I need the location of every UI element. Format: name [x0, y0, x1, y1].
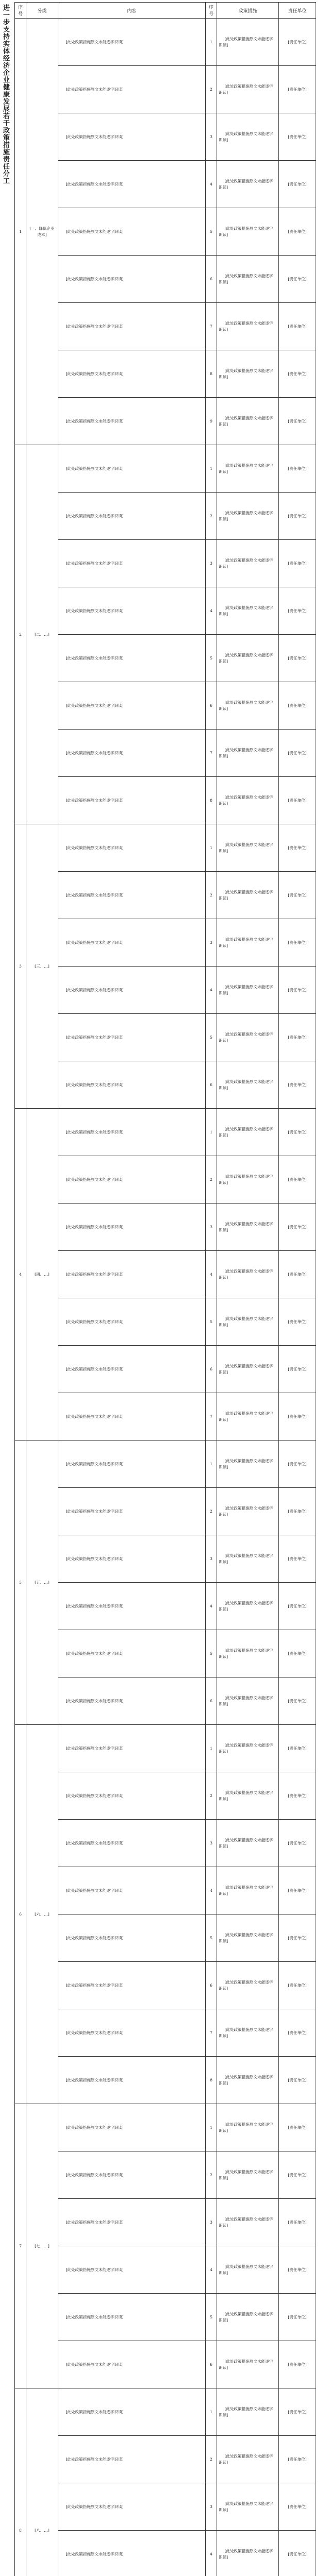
- policy-measure: [此处政策措施原文未能逐字识读]: [217, 1440, 279, 1488]
- row-index: 5: [206, 1914, 217, 1962]
- responsible-department: [责任单位]: [279, 303, 316, 350]
- policy-content: [此处政策措施原文未能逐字识读]: [58, 2151, 206, 2199]
- policy-measure: [此处政策措施原文未能逐字识读]: [217, 2341, 279, 2388]
- row-index: 6: [206, 1962, 217, 2009]
- policy-measure: [此处政策措施原文未能逐字识读]: [217, 1061, 279, 1109]
- table-row: [15, 1725, 316, 1772]
- row-index: 1: [206, 1109, 217, 1156]
- policy-content: [此处政策措施原文未能逐字识读]: [58, 1630, 206, 1677]
- responsible-department: [责任单位]: [279, 2483, 316, 2531]
- row-index: 5: [206, 1298, 217, 1346]
- group-index: 8: [15, 2388, 26, 2576]
- responsible-department: [责任单位]: [279, 1677, 316, 1725]
- row-index: 3: [206, 2199, 217, 2246]
- row-index: 1: [206, 2388, 217, 2436]
- policy-content: [此处政策措施原文未能逐字识读]: [58, 1109, 206, 1156]
- policy-measure: [此处政策措施原文未能逐字识读]: [217, 2199, 279, 2246]
- policy-measure: [此处政策措施原文未能逐字识读]: [217, 587, 279, 635]
- policy-measure: [此处政策措施原文未能逐字识读]: [217, 493, 279, 540]
- policy-measure: [此处政策措施原文未能逐字识读]: [217, 161, 279, 208]
- policy-content: [此处政策措施原文未能逐字识读]: [58, 2057, 206, 2104]
- group-section: [四、…]: [26, 1109, 58, 1440]
- policy-content: [此处政策措施原文未能逐字识读]: [58, 1772, 206, 1820]
- table-row: [15, 2151, 316, 2199]
- row-index: 6: [206, 1346, 217, 1393]
- policy-content: [此处政策措施原文未能逐字识读]: [58, 1583, 206, 1630]
- row-index: 2: [206, 1772, 217, 1820]
- table-row: [15, 1109, 316, 1156]
- responsible-department: [责任单位]: [279, 777, 316, 824]
- policy-content: [此处政策措施原文未能逐字识读]: [58, 1393, 206, 1440]
- row-index: 2: [206, 872, 217, 919]
- policy-content: [此处政策措施原文未能逐字识读]: [58, 1156, 206, 1204]
- table-row: [15, 2531, 316, 2576]
- table-row: [15, 1535, 316, 1583]
- responsible-department: [责任单位]: [279, 1535, 316, 1583]
- table-row: [15, 824, 316, 872]
- policy-measure: [此处政策措施原文未能逐字识读]: [217, 635, 279, 682]
- policy-measure: [此处政策措施原文未能逐字识读]: [217, 1962, 279, 2009]
- responsible-department: [责任单位]: [279, 2388, 316, 2436]
- header-content: 内容: [58, 3, 206, 19]
- policy-measure: [此处政策措施原文未能逐字识读]: [217, 2009, 279, 2057]
- policy-measure: [此处政策措施原文未能逐字识读]: [217, 208, 279, 256]
- policy-content: [此处政策措施原文未能逐字识读]: [58, 1914, 206, 1962]
- row-index: 4: [206, 967, 217, 1014]
- group-index: 7: [15, 2104, 26, 2388]
- table-row: [15, 161, 316, 208]
- responsible-department: [责任单位]: [279, 2436, 316, 2483]
- policy-content: [此处政策措施原文未能逐字识读]: [58, 350, 206, 398]
- responsible-department: [责任单位]: [279, 540, 316, 587]
- policy-content: [此处政策措施原文未能逐字识读]: [58, 1440, 206, 1488]
- table-row: [15, 445, 316, 493]
- policy-measure: [此处政策措施原文未能逐字识读]: [217, 1820, 279, 1867]
- table-row: [15, 1014, 316, 1061]
- policy-measure: [此处政策措施原文未能逐字识读]: [217, 682, 279, 730]
- responsible-department: [责任单位]: [279, 1583, 316, 1630]
- table-row: [15, 1867, 316, 1914]
- policy-measure: [此处政策措施原文未能逐字识读]: [217, 256, 279, 303]
- responsible-department: [责任单位]: [279, 1109, 316, 1156]
- responsible-department: [责任单位]: [279, 161, 316, 208]
- responsible-department: [责任单位]: [279, 1820, 316, 1867]
- policy-measure: [此处政策措施原文未能逐字识读]: [217, 303, 279, 350]
- table-row: [15, 967, 316, 1014]
- policy-measure: [此处政策措施原文未能逐字识读]: [217, 730, 279, 777]
- policy-measure: [此处政策措施原文未能逐字识读]: [217, 19, 279, 66]
- policy-measure: [此处政策措施原文未能逐字识读]: [217, 1677, 279, 1725]
- responsible-department: [责任单位]: [279, 587, 316, 635]
- row-index: 4: [206, 2246, 217, 2294]
- policy-measure: [此处政策措施原文未能逐字识读]: [217, 1867, 279, 1914]
- header-department: 责任单位: [279, 3, 316, 19]
- policy-content: [此处政策措施原文未能逐字识读]: [58, 1346, 206, 1393]
- policy-content: [此处政策措施原文未能逐字识读]: [58, 2483, 206, 2531]
- responsible-department: [责任单位]: [279, 2341, 316, 2388]
- responsible-department: [责任单位]: [279, 1251, 316, 1298]
- policy-content: [此处政策措施原文未能逐字识读]: [58, 1251, 206, 1298]
- row-index: 7: [206, 2009, 217, 2057]
- policy-content: [此处政策措施原文未能逐字识读]: [58, 2531, 206, 2576]
- table-header-row: [15, 3, 316, 19]
- table-row: [15, 1583, 316, 1630]
- row-index: 8: [206, 777, 217, 824]
- row-index: 4: [206, 2531, 217, 2576]
- row-index: 3: [206, 1535, 217, 1583]
- group-index: 5: [15, 1440, 26, 1725]
- responsible-department: [责任单位]: [279, 2246, 316, 2294]
- table-row: [15, 919, 316, 967]
- table-row: [15, 1914, 316, 1962]
- responsible-department: [责任单位]: [279, 1867, 316, 1914]
- policy-content: [此处政策措施原文未能逐字识读]: [58, 967, 206, 1014]
- table-row: [15, 256, 316, 303]
- policy-content: [此处政策措施原文未能逐字识读]: [58, 1204, 206, 1251]
- row-index: 1: [206, 445, 217, 493]
- group-section: [五、…]: [26, 1440, 58, 1725]
- policy-content: [此处政策措施原文未能逐字识读]: [58, 2104, 206, 2151]
- table-row: [15, 587, 316, 635]
- row-index: 4: [206, 1583, 217, 1630]
- responsible-department: [责任单位]: [279, 1393, 316, 1440]
- table-row: [15, 2388, 316, 2436]
- policy-measure: [此处政策措施原文未能逐字识读]: [217, 1583, 279, 1630]
- row-index: 9: [206, 398, 217, 445]
- policy-content: [此处政策措施原文未能逐字识读]: [58, 66, 206, 113]
- table-row: [15, 2199, 316, 2246]
- table-row: [15, 2057, 316, 2104]
- row-index: 1: [206, 1440, 217, 1488]
- policy-measure: [此处政策措施原文未能逐字识读]: [217, 1156, 279, 1204]
- policy-measure: [此处政策措施原文未能逐字识读]: [217, 872, 279, 919]
- policy-content: [此处政策措施原文未能逐字识读]: [58, 1061, 206, 1109]
- responsible-department: [责任单位]: [279, 635, 316, 682]
- policy-content: [此处政策措施原文未能逐字识读]: [58, 2388, 206, 2436]
- table-row: [15, 2341, 316, 2388]
- policy-measure: [此处政策措施原文未能逐字识读]: [217, 1298, 279, 1346]
- policy-measure: [此处政策措施原文未能逐字识读]: [217, 1346, 279, 1393]
- policy-content: [此处政策措施原文未能逐字识读]: [58, 303, 206, 350]
- row-index: 2: [206, 2436, 217, 2483]
- responsible-department: [责任单位]: [279, 872, 316, 919]
- policy-measure: [此处政策措施原文未能逐字识读]: [217, 350, 279, 398]
- responsible-department: [责任单位]: [279, 682, 316, 730]
- row-index: 4: [206, 1251, 217, 1298]
- table-row: [15, 303, 316, 350]
- policy-content: [此处政策措施原文未能逐字识读]: [58, 2246, 206, 2294]
- responsible-department: [责任单位]: [279, 398, 316, 445]
- row-index: 6: [206, 256, 217, 303]
- responsibility-table-container: [14, 2, 316, 2576]
- row-index: 3: [206, 1820, 217, 1867]
- policy-measure: [此处政策措施原文未能逐字识读]: [217, 113, 279, 161]
- policy-measure: [此处政策措施原文未能逐字识读]: [217, 2057, 279, 2104]
- responsible-department: [责任单位]: [279, 1014, 316, 1061]
- table-row: [15, 2483, 316, 2531]
- table-row: [15, 2009, 316, 2057]
- row-index: 3: [206, 1204, 217, 1251]
- row-index: 1: [206, 2104, 217, 2151]
- responsible-department: [责任单位]: [279, 1156, 316, 1204]
- policy-measure: [此处政策措施原文未能逐字识读]: [217, 1014, 279, 1061]
- row-index: 6: [206, 1061, 217, 1109]
- row-index: 7: [206, 1393, 217, 1440]
- responsible-department: [责任单位]: [279, 2057, 316, 2104]
- table-row: [15, 2294, 316, 2341]
- policy-content: [此处政策措施原文未能逐字识读]: [58, 2436, 206, 2483]
- table-row: [15, 730, 316, 777]
- policy-measure: [此处政策措施原文未能逐字识读]: [217, 1630, 279, 1677]
- table-row: [15, 1677, 316, 1725]
- responsible-department: [责任单位]: [279, 2199, 316, 2246]
- policy-content: [此处政策措施原文未能逐字识读]: [58, 1962, 206, 2009]
- responsible-department: [责任单位]: [279, 1630, 316, 1677]
- table-row: [15, 872, 316, 919]
- policy-measure: [此处政策措施原文未能逐字识读]: [217, 1251, 279, 1298]
- responsible-department: [责任单位]: [279, 2151, 316, 2199]
- responsible-department: [责任单位]: [279, 1488, 316, 1535]
- group-section: [八、…]: [26, 2388, 58, 2576]
- group-section: [七、…]: [26, 2104, 58, 2388]
- policy-measure: [此处政策措施原文未能逐字识读]: [217, 1109, 279, 1156]
- policy-measure: [此处政策措施原文未能逐字识读]: [217, 2388, 279, 2436]
- policy-measure: [此处政策措施原文未能逐字识读]: [217, 1725, 279, 1772]
- policy-measure: [此处政策措施原文未能逐字识读]: [217, 777, 279, 824]
- responsible-department: [责任单位]: [279, 1440, 316, 1488]
- row-index: 4: [206, 1867, 217, 1914]
- responsible-department: [责任单位]: [279, 256, 316, 303]
- responsible-department: [责任单位]: [279, 1962, 316, 2009]
- policy-content: [此处政策措施原文未能逐字识读]: [58, 1820, 206, 1867]
- row-index: 3: [206, 2483, 217, 2531]
- policy-content: [此处政策措施原文未能逐字识读]: [58, 730, 206, 777]
- table-row: [15, 1061, 316, 1109]
- policy-content: [此处政策措施原文未能逐字识读]: [58, 2199, 206, 2246]
- responsible-department: [责任单位]: [279, 208, 316, 256]
- policy-content: [此处政策措施原文未能逐字识读]: [58, 1488, 206, 1535]
- policy-measure: [此处政策措施原文未能逐字识读]: [217, 66, 279, 113]
- header-category: 分类: [26, 3, 58, 19]
- table-row: [15, 635, 316, 682]
- row-index: 8: [206, 2057, 217, 2104]
- table-row: [15, 1772, 316, 1820]
- policy-content: [此处政策措施原文未能逐字识读]: [58, 587, 206, 635]
- row-index: 2: [206, 493, 217, 540]
- responsible-department: [责任单位]: [279, 2294, 316, 2341]
- policy-content: [此处政策措施原文未能逐字识读]: [58, 1535, 206, 1583]
- policy-content: [此处政策措施原文未能逐字识读]: [58, 1014, 206, 1061]
- policy-measure: [此处政策措施原文未能逐字识读]: [217, 1393, 279, 1440]
- policy-content: [此处政策措施原文未能逐字识读]: [58, 540, 206, 587]
- policy-content: [此处政策措施原文未能逐字识读]: [58, 1298, 206, 1346]
- table-row: [15, 350, 316, 398]
- policy-content: [此处政策措施原文未能逐字识读]: [58, 256, 206, 303]
- policy-content: [此处政策措施原文未能逐字识读]: [58, 872, 206, 919]
- table-row: [15, 1204, 316, 1251]
- policy-measure: [此处政策措施原文未能逐字识读]: [217, 2483, 279, 2531]
- group-section: [二、…]: [26, 445, 58, 824]
- responsible-department: [责任单位]: [279, 1204, 316, 1251]
- table-row: [15, 682, 316, 730]
- group-index: 4: [15, 1109, 26, 1440]
- responsible-department: [责任单位]: [279, 730, 316, 777]
- group-section: [一、降低企业成本]: [26, 19, 58, 445]
- row-index: 8: [206, 350, 217, 398]
- policy-measure: [此处政策措施原文未能逐字识读]: [217, 824, 279, 872]
- policy-content: [此处政策措施原文未能逐字识读]: [58, 19, 206, 66]
- responsible-department: [责任单位]: [279, 445, 316, 493]
- policy-content: [此处政策措施原文未能逐字识读]: [58, 635, 206, 682]
- row-index: 4: [206, 587, 217, 635]
- row-index: 3: [206, 113, 217, 161]
- table-row: [15, 19, 316, 66]
- policy-measure: [此处政策措施原文未能逐字识读]: [217, 2294, 279, 2341]
- responsible-department: [责任单位]: [279, 2531, 316, 2576]
- row-index: 7: [206, 730, 217, 777]
- responsible-department: [责任单位]: [279, 113, 316, 161]
- responsible-department: [责任单位]: [279, 66, 316, 113]
- responsible-department: [责任单位]: [279, 967, 316, 1014]
- row-index: 5: [206, 1630, 217, 1677]
- group-section: [六、…]: [26, 1725, 58, 2104]
- policy-content: [此处政策措施原文未能逐字识读]: [58, 1725, 206, 1772]
- policy-content: [此处政策措施原文未能逐字识读]: [58, 2341, 206, 2388]
- row-index: 6: [206, 2341, 217, 2388]
- table-row: [15, 208, 316, 256]
- responsibility-table: [14, 2, 316, 2576]
- policy-measure: [此处政策措施原文未能逐字识读]: [217, 1772, 279, 1820]
- policy-content: [此处政策措施原文未能逐字识读]: [58, 682, 206, 730]
- table-row: [15, 1820, 316, 1867]
- table-row: [15, 1488, 316, 1535]
- table-row: [15, 777, 316, 824]
- policy-measure: [此处政策措施原文未能逐字识读]: [217, 445, 279, 493]
- policy-content: [此处政策措施原文未能逐字识读]: [58, 445, 206, 493]
- header-measure: 政策措施: [217, 3, 279, 19]
- policy-content: [此处政策措施原文未能逐字识读]: [58, 161, 206, 208]
- responsible-department: [责任单位]: [279, 1772, 316, 1820]
- policy-measure: [此处政策措施原文未能逐字识读]: [217, 2246, 279, 2294]
- table-row: [15, 1346, 316, 1393]
- table-row: [15, 493, 316, 540]
- document-title: 进一步支持实体经济企业健康发展若干政策措施责任分工: [2, 4, 9, 184]
- policy-content: [此处政策措施原文未能逐字识读]: [58, 777, 206, 824]
- row-index: 5: [206, 2294, 217, 2341]
- row-index: 4: [206, 161, 217, 208]
- responsible-department: [责任单位]: [279, 1346, 316, 1393]
- group-index: 3: [15, 824, 26, 1109]
- responsible-department: [责任单位]: [279, 1725, 316, 1772]
- row-index: 2: [206, 1156, 217, 1204]
- table-row: [15, 66, 316, 113]
- table-row: [15, 1393, 316, 1440]
- policy-measure: [此处政策措施原文未能逐字识读]: [217, 2151, 279, 2199]
- policy-content: [此处政策措施原文未能逐字识读]: [58, 2009, 206, 2057]
- table-row: [15, 2436, 316, 2483]
- responsible-department: [责任单位]: [279, 2009, 316, 2057]
- policy-measure: [此处政策措施原文未能逐字识读]: [217, 1914, 279, 1962]
- policy-content: [此处政策措施原文未能逐字识读]: [58, 1867, 206, 1914]
- table-row: [15, 1251, 316, 1298]
- table-row: [15, 1298, 316, 1346]
- responsible-department: [责任单位]: [279, 1298, 316, 1346]
- policy-measure: [此处政策措施原文未能逐字识读]: [217, 2436, 279, 2483]
- policy-measure: [此处政策措施原文未能逐字识读]: [217, 398, 279, 445]
- policy-measure: [此处政策措施原文未能逐字识读]: [217, 1488, 279, 1535]
- row-index: 6: [206, 1677, 217, 1725]
- row-index: 3: [206, 919, 217, 967]
- policy-measure: [此处政策措施原文未能逐字识读]: [217, 967, 279, 1014]
- header-sub-index: 序号: [206, 3, 217, 19]
- table-row: [15, 2104, 316, 2151]
- table-row: [15, 2246, 316, 2294]
- policy-measure: [此处政策措施原文未能逐字识读]: [217, 1204, 279, 1251]
- row-index: 5: [206, 1014, 217, 1061]
- row-index: 2: [206, 1488, 217, 1535]
- policy-content: [此处政策措施原文未能逐字识读]: [58, 824, 206, 872]
- group-index: 2: [15, 445, 26, 824]
- row-index: 5: [206, 635, 217, 682]
- policy-content: [此处政策措施原文未能逐字识读]: [58, 493, 206, 540]
- row-index: 2: [206, 66, 217, 113]
- responsible-department: [责任单位]: [279, 2104, 316, 2151]
- header-index: 序号: [15, 3, 26, 19]
- table-row: [15, 1156, 316, 1204]
- table-row: [15, 1440, 316, 1488]
- row-index: 1: [206, 824, 217, 872]
- responsible-department: [责任单位]: [279, 19, 316, 66]
- policy-measure: [此处政策措施原文未能逐字识读]: [217, 1535, 279, 1583]
- responsible-department: [责任单位]: [279, 919, 316, 967]
- responsible-department: [责任单位]: [279, 1061, 316, 1109]
- table-row: [15, 113, 316, 161]
- row-index: 6: [206, 682, 217, 730]
- policy-content: [此处政策措施原文未能逐字识读]: [58, 113, 206, 161]
- policy-content: [此处政策措施原文未能逐字识读]: [58, 208, 206, 256]
- table-row: [15, 398, 316, 445]
- table-row: [15, 1962, 316, 2009]
- group-index: 6: [15, 1725, 26, 2104]
- group-section: [三、…]: [26, 824, 58, 1109]
- policy-content: [此处政策措施原文未能逐字识读]: [58, 919, 206, 967]
- table-row: [15, 540, 316, 587]
- row-index: 3: [206, 540, 217, 587]
- row-index: 1: [206, 1725, 217, 1772]
- policy-measure: [此处政策措施原文未能逐字识读]: [217, 919, 279, 967]
- table-row: [15, 1630, 316, 1677]
- policy-measure: [此处政策措施原文未能逐字识读]: [217, 2104, 279, 2151]
- row-index: 7: [206, 303, 217, 350]
- policy-measure: [此处政策措施原文未能逐字识读]: [217, 2531, 279, 2576]
- row-index: 1: [206, 19, 217, 66]
- responsible-department: [责任单位]: [279, 350, 316, 398]
- responsible-department: [责任单位]: [279, 1914, 316, 1962]
- policy-measure: [此处政策措施原文未能逐字识读]: [217, 540, 279, 587]
- row-index: 5: [206, 208, 217, 256]
- policy-content: [此处政策措施原文未能逐字识读]: [58, 398, 206, 445]
- row-index: 2: [206, 2151, 217, 2199]
- policy-content: [此处政策措施原文未能逐字识读]: [58, 1677, 206, 1725]
- responsible-department: [责任单位]: [279, 493, 316, 540]
- policy-content: [此处政策措施原文未能逐字识读]: [58, 2294, 206, 2341]
- group-index: 1: [15, 19, 26, 445]
- responsible-department: [责任单位]: [279, 824, 316, 872]
